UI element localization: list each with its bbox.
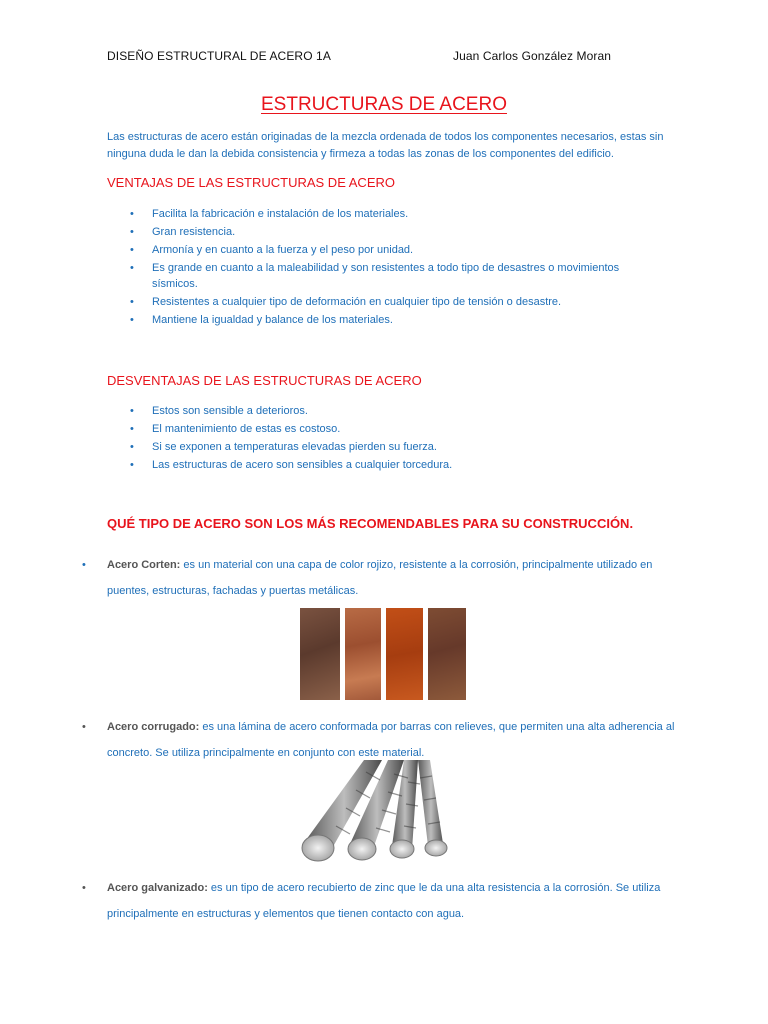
bullet-icon: • (130, 296, 134, 308)
galvanizado-desc: es un tipo de acero recubierto de zinc que le da una alta resistencia a la corrosión. Se utiliza principalmente en estructuras y elementos que tienen contacto con agua. (107, 882, 661, 920)
list-item-text: Estos son sensible a deterioros. (152, 405, 308, 417)
header-left: DISEÑO ESTRUCTURAL DE ACERO 1A (107, 49, 331, 63)
list-item-text: Armonía y en cuanto a la fuerza y el peso por unidad. (152, 244, 414, 256)
desventajas-list (130, 403, 670, 475)
list-item (130, 242, 670, 258)
bullet-icon: • (130, 314, 134, 326)
page-title: ESTRUCTURAS DE ACERO (261, 94, 507, 115)
list-item-text: El mantenimiento de estas es costoso. (152, 423, 341, 435)
list-item (130, 224, 670, 240)
corrugado-label: Acero corrugado: (107, 721, 200, 733)
intro-paragraph: Las estructuras de acero están originadas de la mezcla ordenada de todos los componentes necesarios, estas sin ninguna duda le dan la debida consistencia y firmeza a todas las zonas de los componentes del edificio. (107, 131, 664, 160)
bullet-icon: • (82, 882, 86, 894)
list-item (130, 260, 642, 292)
corten-desc: es un material con una capa de color rojizo, resistente a la corrosión, principalmente utilizado en puentes, estructuras, fachadas y puertas metálicas. (107, 559, 653, 597)
rebar-4 (418, 760, 447, 856)
ventajas-list (130, 206, 670, 330)
galvanizado-label: Acero galvanizado: (107, 882, 208, 894)
swatch-1 (300, 608, 340, 700)
list-item-text: Mantiene la igualdad y balance de los materiales. (152, 314, 393, 326)
ventajas-heading: VENTAJAS DE LAS ESTRUCTURAS DE ACERO (107, 175, 395, 190)
swatch-2 (345, 608, 381, 700)
list-item-text: Las estructuras de acero son sensibles a cualquier torcedura. (152, 459, 453, 471)
list-item-text: Si se exponen a temperaturas elevadas pierden su fuerza. (152, 441, 437, 453)
rebar-image (300, 760, 470, 870)
galvanizado-item (82, 875, 682, 927)
bullet-icon: • (130, 459, 134, 471)
bullet-icon: • (130, 405, 134, 417)
list-item (130, 439, 670, 455)
bullet-icon: • (130, 262, 134, 274)
list-item (130, 421, 670, 437)
header-right: Juan Carlos González Moran (453, 49, 612, 63)
list-item (130, 294, 670, 310)
corrugado-desc: es una lámina de acero conformada por barras con relieves, que permiten una alta adherencia al concreto. Se utiliza principalmente en conjunto con este material. (107, 721, 675, 759)
corrugado-item (82, 714, 682, 766)
list-item (130, 403, 670, 419)
list-item (130, 457, 670, 473)
desventajas-heading: DESVENTAJAS DE LAS ESTRUCTURAS DE ACERO (107, 373, 422, 388)
corten-item (82, 552, 682, 604)
tipos-heading: QUÉ TIPO DE ACERO SON LOS MÁS RECOMENDABLES PARA SU CONSTRUCCIÓN. (107, 516, 634, 531)
bullet-icon: • (82, 721, 86, 733)
list-item-text: Es grande en cuanto a la maleabilidad y son resistentes a todo tipo de desastres o movimientos sísmicos. (152, 262, 620, 290)
bullet-icon: • (82, 559, 86, 571)
list-item-text: Gran resistencia. (152, 226, 236, 238)
list-item (130, 312, 670, 328)
list-item-text: Resistentes a cualquier tipo de deformación en cualquier tipo de tensión o desastre. (152, 296, 562, 308)
bullet-icon: • (130, 423, 134, 435)
bullet-icon: • (130, 226, 134, 238)
list-item (130, 206, 670, 222)
bullet-icon: • (130, 441, 134, 453)
swatch-3 (386, 608, 423, 700)
swatch-4 (428, 608, 466, 700)
bullet-icon: • (130, 208, 134, 220)
corten-label: Acero Corten: (107, 559, 181, 571)
list-item-text: Facilita la fabricación e instalación de los materiales. (152, 208, 409, 220)
bullet-icon: • (130, 244, 134, 256)
